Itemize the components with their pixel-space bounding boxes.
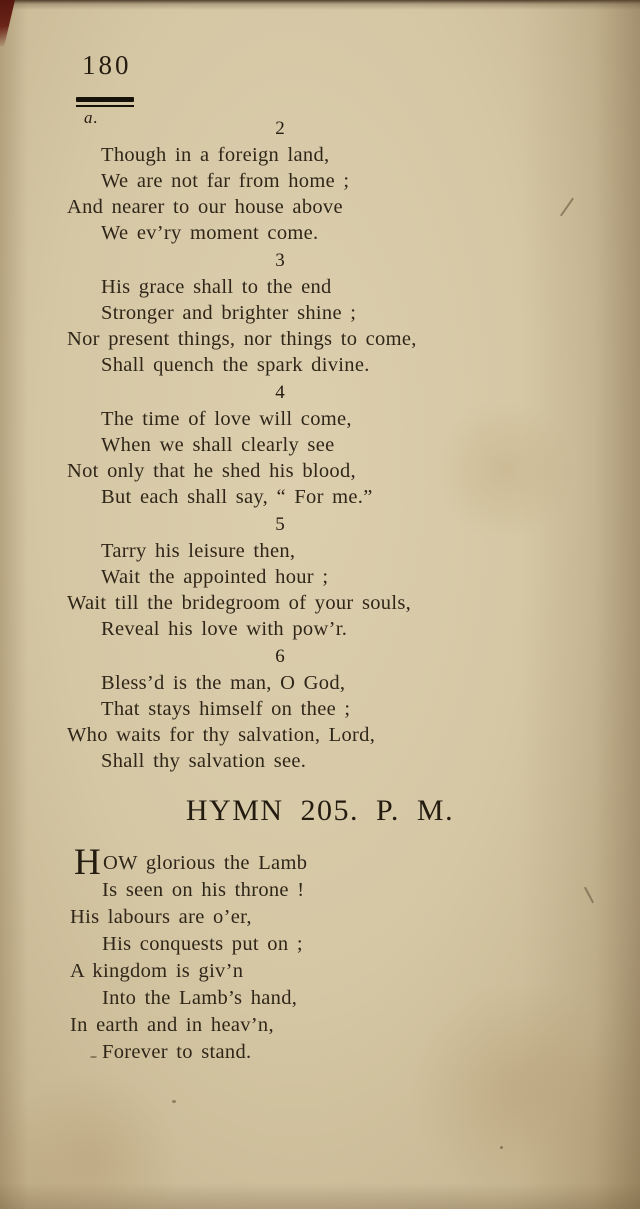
verse-line: When we shall clearly see — [101, 434, 335, 456]
verse-number: 5 — [275, 514, 285, 535]
hymn-line: His labours are o’er, — [70, 906, 252, 928]
verse-line: Reveal his love with pow’r. — [101, 618, 348, 640]
handwritten-ink-mark: a. — [84, 108, 99, 127]
binding-edge — [0, 0, 15, 46]
verse-line: We are not far from home ; — [101, 170, 350, 192]
verse-line: Tarry his leisure then, — [101, 540, 296, 562]
verse-number: 4 — [275, 382, 285, 403]
verse-line: But each shall say, “ For me.” — [101, 486, 373, 508]
verse-line: Nor present things, nor things to come, — [67, 328, 417, 350]
verse-line: And nearer to our house above — [67, 196, 343, 218]
hymn-line: His conquests put on ; — [102, 933, 303, 955]
verse-line: Though in a foreign land, — [101, 144, 330, 166]
verse-line: Who waits for thy salvation, Lord, — [67, 724, 376, 746]
verse-line: That stays himself on thee ; — [101, 698, 351, 720]
drop-cap: H — [74, 842, 102, 883]
verse-line: The time of love will come, — [101, 408, 352, 430]
hymn-line: In earth and in heav’n, — [70, 1014, 274, 1036]
paper-speck — [172, 1100, 176, 1103]
verse-line: Wait the appointed hour ; — [101, 566, 329, 588]
rule-thin — [76, 105, 134, 107]
verse-line: We ev’ry moment come. — [101, 222, 319, 244]
hymn-line: Into the Lamb’s hand, — [102, 987, 298, 1009]
page-number: 180 — [82, 50, 132, 80]
double-rule-ornament — [76, 97, 134, 107]
verse-line: Wait till the bridegroom of your souls, — [67, 592, 412, 614]
verse-number: 6 — [275, 646, 285, 667]
hymn-line: Is seen on his throne ! — [102, 879, 305, 901]
hymn-line: Forever to stand. — [102, 1041, 252, 1063]
verse-number: 2 — [275, 118, 285, 139]
verse-line: Stronger and brighter shine ; — [101, 302, 357, 324]
verse-line: Shall thy salvation see. — [101, 750, 307, 772]
hymn-first-line-text: OW glorious the Lamb — [103, 852, 308, 874]
paper-speck — [500, 1146, 503, 1149]
verse-6 — [0, 644, 640, 774]
verse-2 — [0, 116, 640, 246]
hymn-205-body — [0, 842, 640, 1066]
verse-4 — [0, 380, 640, 510]
verse-line: Shall quench the spark divine. — [101, 354, 370, 376]
paper-speck — [90, 1056, 97, 1058]
verse-line: His grace shall to the end — [101, 276, 332, 298]
verse-number: 3 — [275, 250, 285, 271]
verse-5 — [0, 512, 640, 642]
verse-line: Not only that he shed his blood, — [67, 460, 356, 482]
hymn-line: A kingdom is giv’n — [70, 960, 244, 982]
verse-3 — [0, 248, 640, 378]
verse-line: Bless’d is the man, O God, — [101, 672, 346, 694]
page-content — [0, 116, 640, 1066]
rule-thick — [76, 97, 134, 102]
hymn-first-line — [0, 842, 640, 883]
hymn-heading: HYMN 205. P. M. — [185, 794, 455, 827]
